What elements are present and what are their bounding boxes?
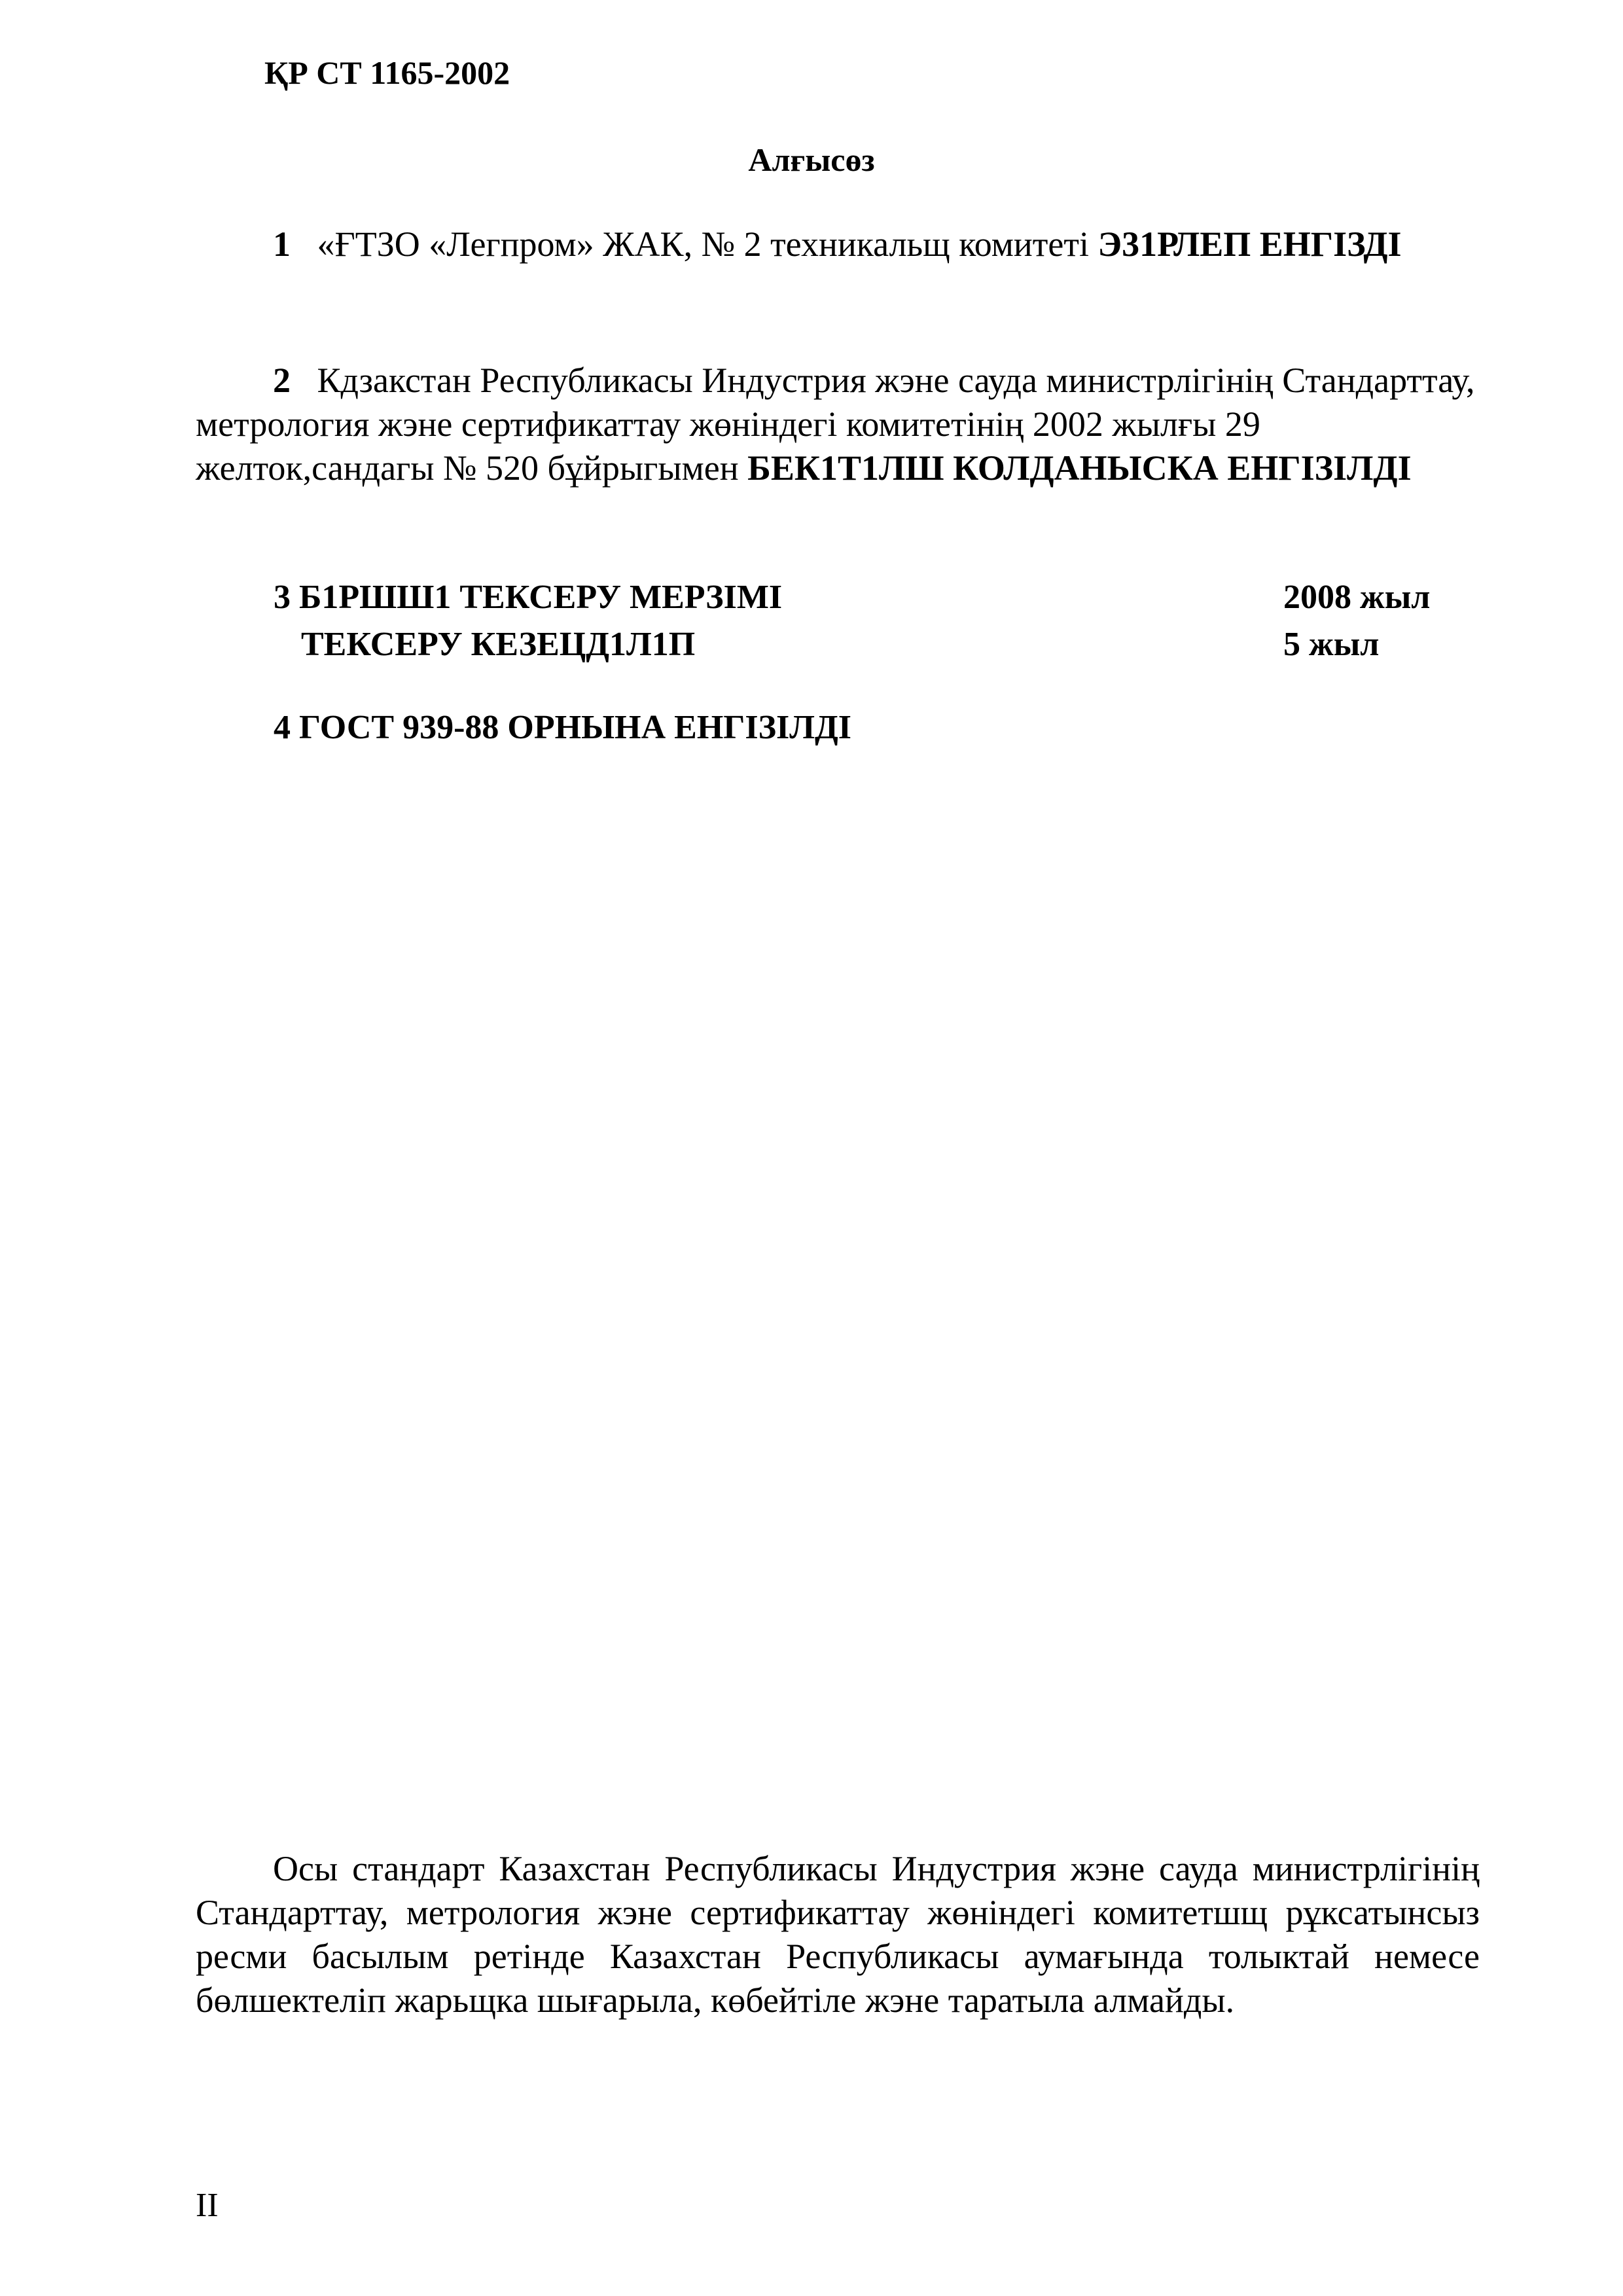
preface-item-1	[196, 223, 1480, 266]
item-number: 1	[273, 224, 291, 264]
copyright-notice: Осы стандарт Казахстан Республикасы Индустрия жэне сауда министрлігінің Стандарттау, метрология жэне сертификаттау жөніндегі комитетшщ рұксатынсыз ресми басылым ретінде Казахстан Республикасы аумағында толыктай немесе бөлшектеліп жарьщка шығарыла, көбейтіле жэне таратыла алмайды.	[196, 1849, 1480, 2020]
review-period-value: 5 жыл	[1283, 626, 1380, 663]
page-number: II	[196, 2187, 219, 2224]
item-emphasis: Э31РЛЕП ЕНГІЗДІ	[1097, 224, 1402, 264]
item-number: 2	[273, 361, 291, 400]
item-text: «ҒТЗО «Легпром» ЖАК, № 2 техникальщ комитеті	[317, 224, 1098, 264]
review-period-label: ТЕКСЕРУ КЕЗЕЦД1Л1П	[301, 626, 696, 663]
page-title: Алғысөз	[748, 141, 875, 178]
first-review-label: 3 Б1РШШ1 ТЕКСЕРУ МЕРЗІМІ	[274, 579, 783, 616]
document-code: ҚР СТ 1165-2002	[264, 54, 510, 91]
first-review-value: 2008 жыл	[1283, 579, 1431, 616]
replaces-standard: 4 ГОСТ 939-88 ОРНЫНА ЕНГІЗІЛДІ	[274, 709, 852, 746]
item-text: Кдзакстан Республикасы Индустрия жэне сауда министрлігінің Стандарттау, метрология жэне сертификаттау жөніндегі комитетінің 2002 жылғы 29 желток,сандагы № 520 бұйрыгымен	[196, 361, 1475, 488]
preface-item-2	[196, 359, 1480, 490]
item-emphasis: БЕК1Т1ЛШ КОЛДАНЫСКА ЕНГІЗІЛДІ	[747, 448, 1412, 488]
